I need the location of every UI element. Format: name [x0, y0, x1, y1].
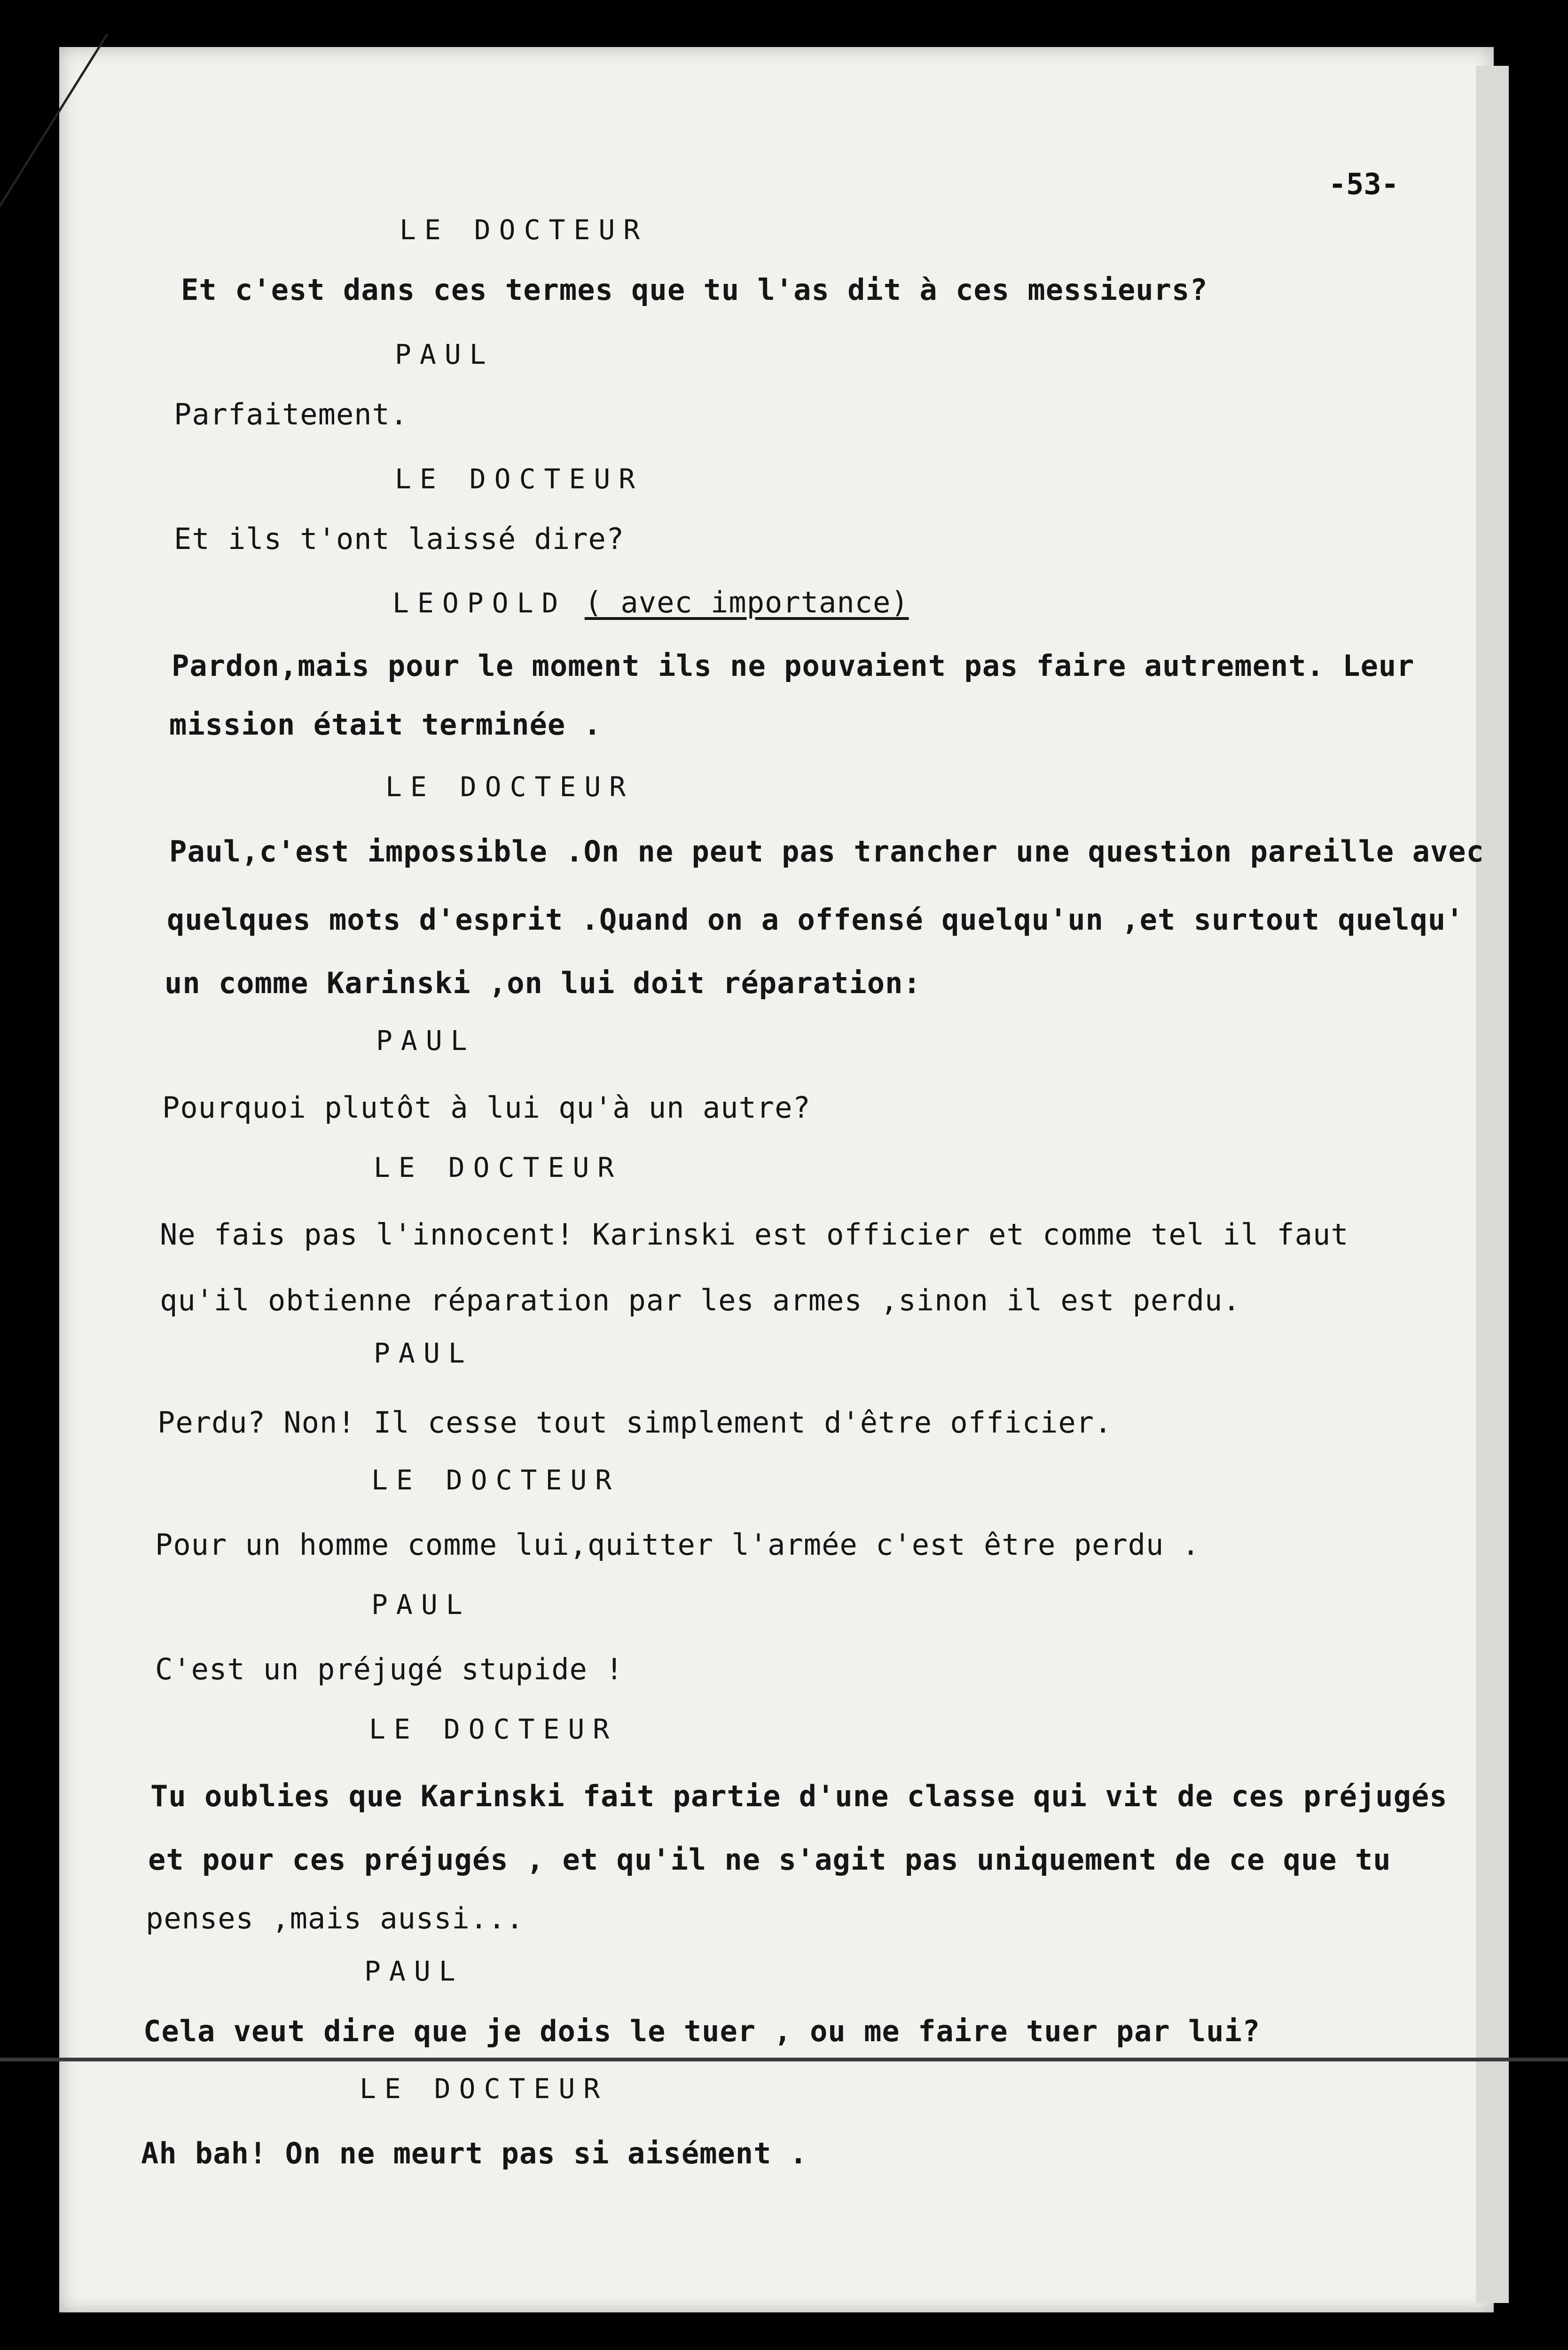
fold-line [0, 2058, 1568, 2061]
speaker-line: LE DOCTEUR [385, 771, 635, 803]
speaker-name: LEOPOLD [392, 587, 567, 619]
underlying-page-edge [1476, 66, 1509, 2303]
speaker-line: LE DOCTEUR [369, 1713, 618, 1745]
dialog-line: qu'il obtienne réparation par les armes ,sinon il est perdu. [160, 1283, 1241, 1317]
dialog-line: Et c'est dans ces termes que tu l'as dit à ces messieurs? [181, 273, 1208, 307]
dialog-line: Parfaitement. [174, 397, 408, 431]
dialog-line: et pour ces préjugés , et qu'il ne s'agit pas uniquement de ce que tu [148, 1842, 1391, 1877]
dialog-line: Pour un homme comme lui,quitter l'armée c'est être perdu . [155, 1528, 1200, 1562]
speaker-with-direction [392, 585, 909, 619]
page-number: -53- [1328, 167, 1399, 201]
speaker-line: PAUL [374, 1337, 473, 1369]
speaker-line: LE DOCTEUR [400, 214, 649, 246]
dialog-line: Paul,c'est impossible .On ne peut pas trancher une question pareille avec [169, 834, 1484, 869]
speaker-line: LE DOCTEUR [360, 2073, 609, 2105]
speaker-line: PAUL [395, 338, 494, 370]
stage-direction: ( avec importance) [584, 585, 909, 619]
dialog-line: mission était terminée . [169, 707, 602, 742]
dialog-line: un comme Karinski ,on lui doit réparation: [165, 966, 921, 1000]
speaker-line: PAUL [371, 1589, 471, 1621]
dialog-line: C'est un préjugé stupide ! [155, 1652, 624, 1686]
dialog-line: Ah bah! On ne meurt pas si aisément . [141, 2136, 808, 2170]
dialog-line: Tu oublies que Karinski fait partie d'une classe qui vit de ces préjugés [150, 1779, 1448, 1813]
dialog-line: penses ,mais aussi... [146, 1901, 524, 1935]
speaker-line: LE DOCTEUR [371, 1464, 620, 1496]
speaker-line: LE DOCTEUR [395, 463, 644, 495]
dialog-line: Cela veut dire que je dois le tuer , ou me faire tuer par lui? [143, 2014, 1261, 2048]
speaker-line: PAUL [376, 1025, 476, 1057]
dialog-line: quelques mots d'esprit .Quand on a offensé quelqu'un ,et surtout quelqu' [167, 902, 1464, 937]
typescript-page [59, 47, 1494, 2312]
dialog-line: Perdu? Non! Il cesse tout simplement d'être officier. [157, 1405, 1113, 1440]
dialog-line: Pourquoi plutôt à lui qu'à un autre? [162, 1090, 811, 1125]
speaker-line: PAUL [364, 1955, 464, 1987]
dialog-line: Ne fais pas l'innocent! Karinski est officier et comme tel il faut [160, 1217, 1349, 1252]
speaker-line: LE DOCTEUR [374, 1152, 623, 1183]
dialog-line: Et ils t'ont laissé dire? [174, 522, 625, 556]
dialog-line: Pardon,mais pour le moment ils ne pouvaient pas faire autrement. Leur [172, 649, 1415, 683]
